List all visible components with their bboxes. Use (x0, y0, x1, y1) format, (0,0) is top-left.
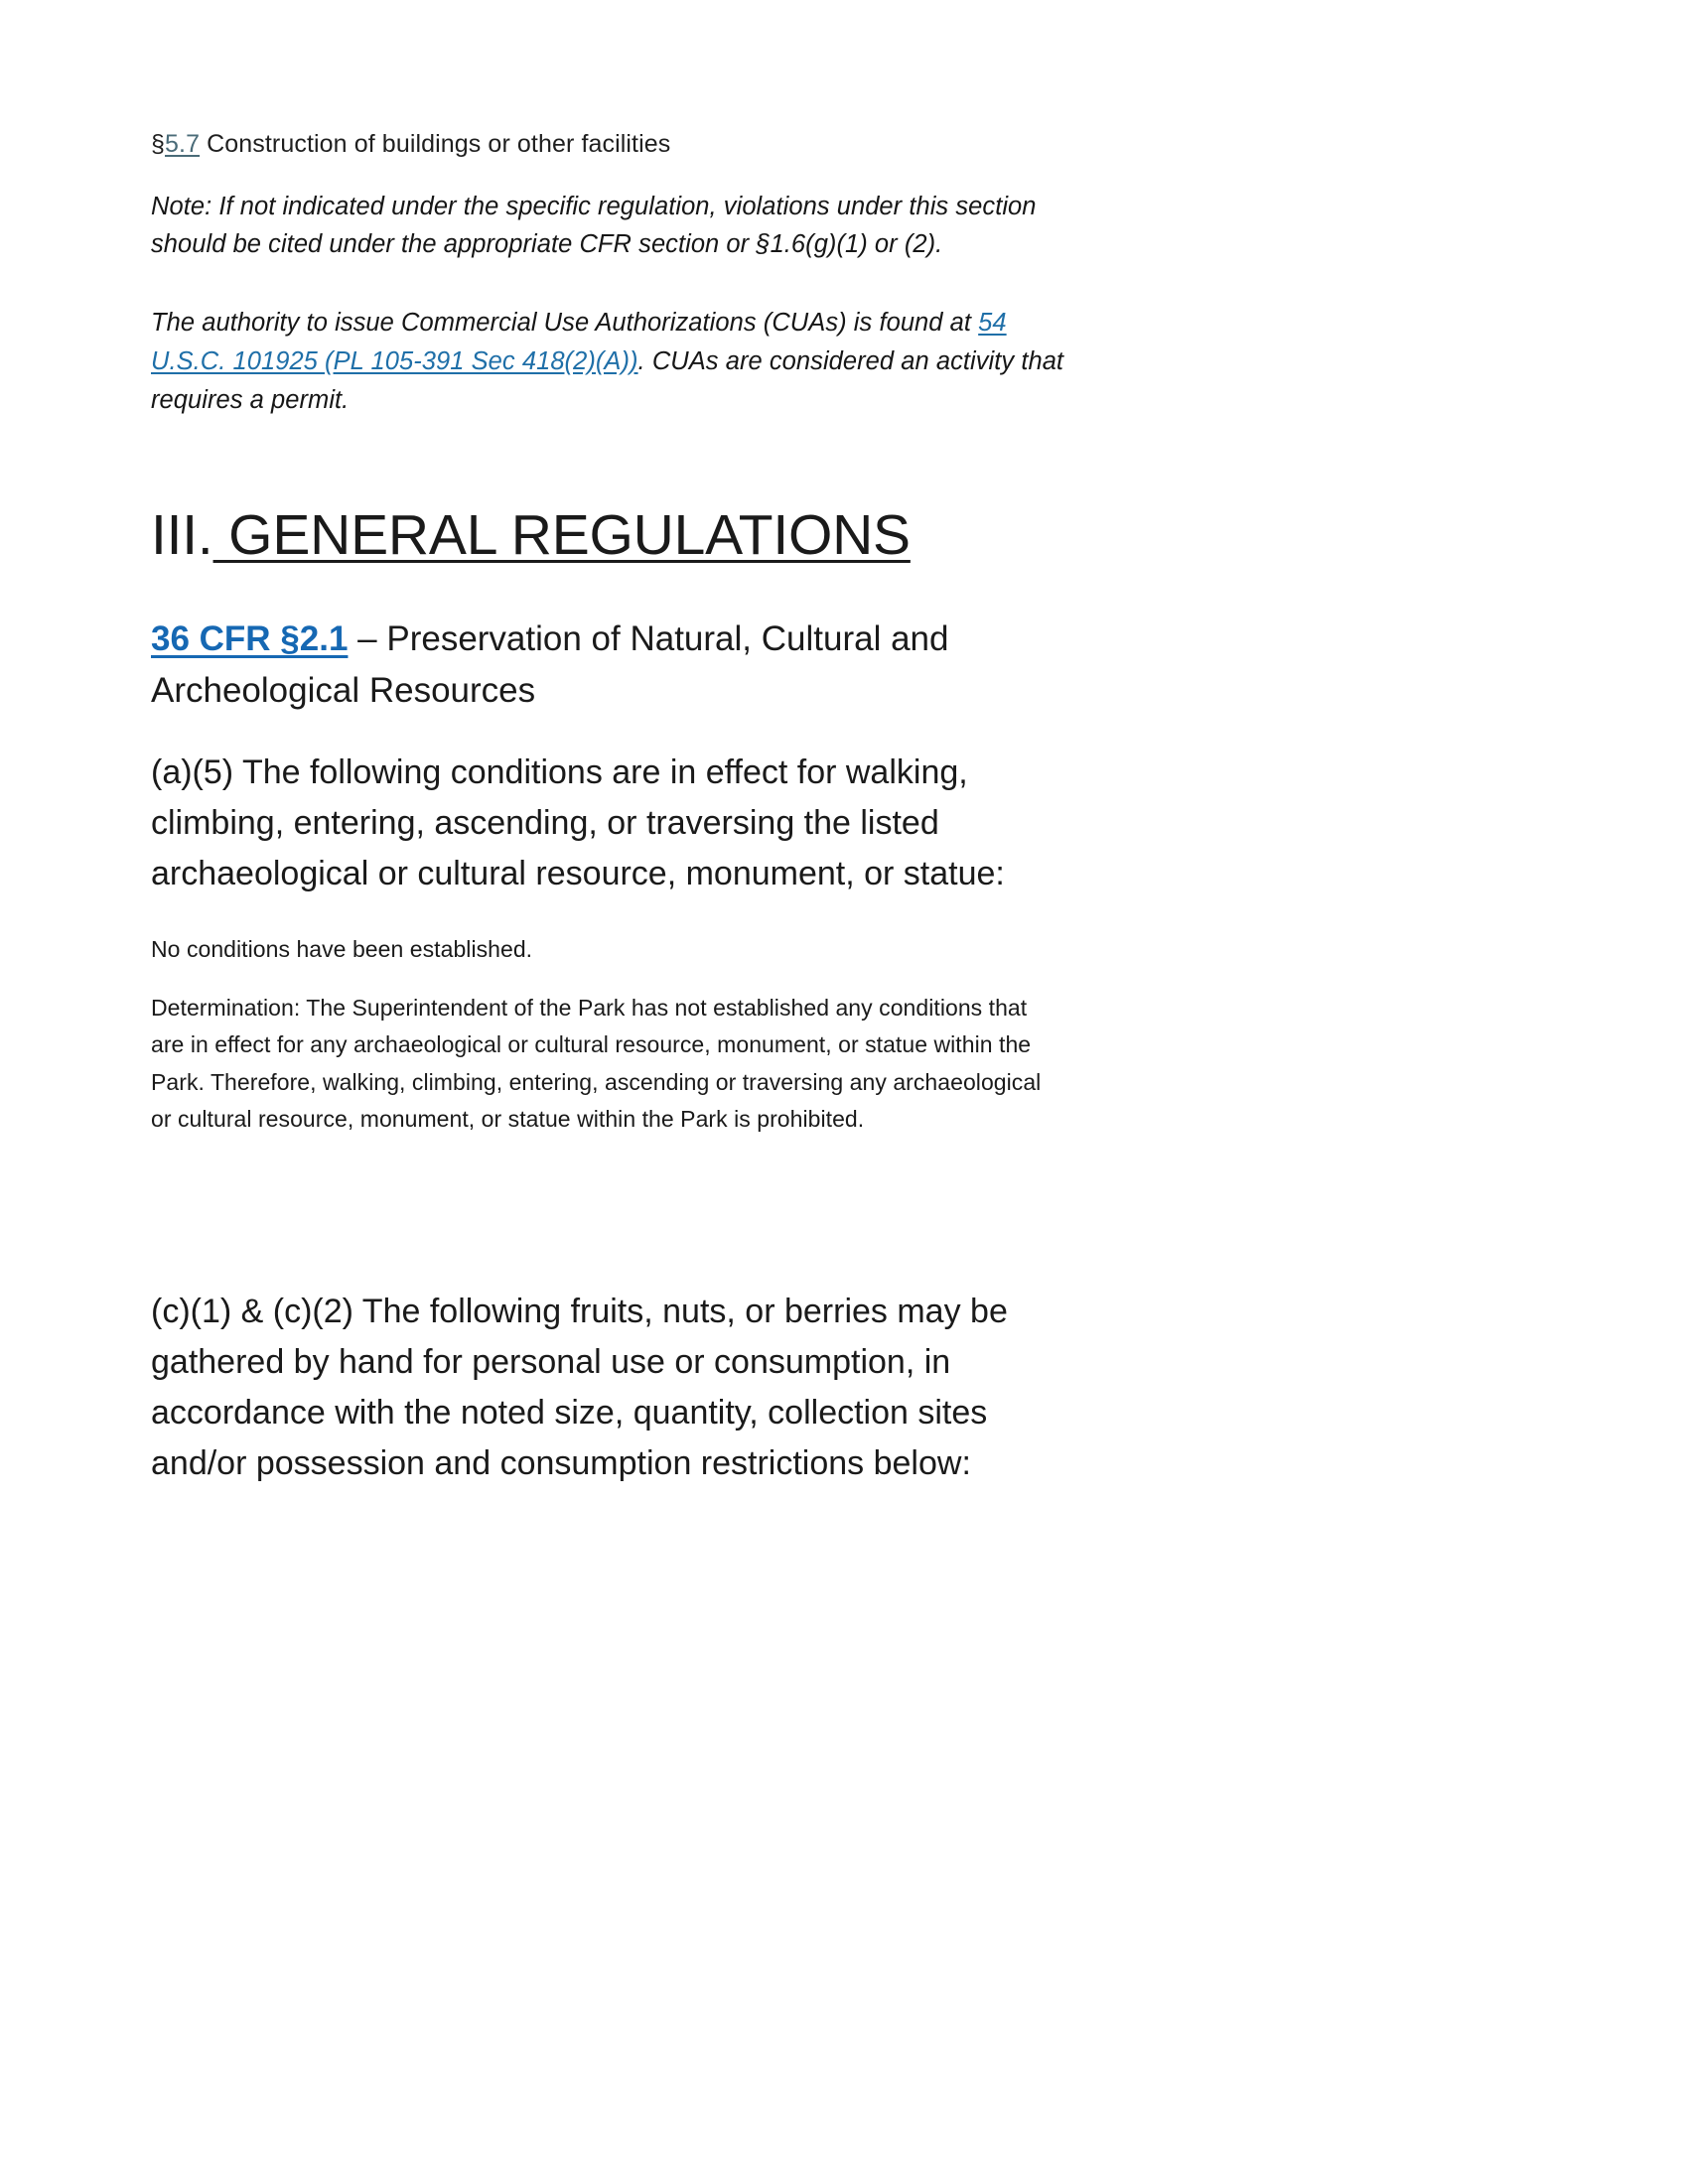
spacer-before-determination (151, 968, 1064, 990)
section-reference-line (151, 127, 1064, 162)
section-5-7-link[interactable]: 5.7 (165, 130, 201, 158)
clause-c1-c2-paragraph: (c)(1) & (c)(2) The following fruits, nuts, or berries may be gathered by hand for personal use or consumption, in accordance with the noted size, quantity, collection sites and/or possession and consumption restrictions below: (151, 1293, 1008, 1483)
determination-paragraph: Determination: The Superintendent of the Park has not established any conditions that are in effect for any archaeological or cultural resource, monument, or statue within the Park. Therefore, walking, climbing, entering, ascending or traversing any archaeological or cultural resource, monument, or statue within the Park is prohibited. (151, 995, 1042, 1132)
spacer-after-roman-heading (151, 568, 1064, 614)
roman-numeral: III. (151, 503, 213, 568)
section-symbol: § (151, 130, 166, 158)
conditions-statement: No conditions have been established. (151, 935, 533, 962)
section-reference-title: Construction of buildings or other facilities (200, 130, 671, 158)
document-content (151, 127, 1064, 1489)
authority-paragraph (151, 304, 1064, 419)
roman-heading-title: GENERAL REGULATIONS (212, 503, 911, 568)
note-paragraph: Note: If not indicated under the specific regulation, violations under this section should be cited under the appropriate CFR section or §1.6(g)(1) or (2). (151, 192, 1037, 259)
clause-a5-paragraph: (a)(5) The following conditions are in effect for walking, climbing, entering, ascending, or traversing the listed archaeological or cultural resource, monument, or statue: (151, 752, 1005, 892)
authority-text-before-link: The authority to issue Commercial Use Authorizations (CUAs) is found at (151, 309, 979, 337)
cfr-heading-rest: – Preservation of Natural, Cultural and Archeological Resources (151, 619, 949, 710)
spacer-before-clause-c (151, 1138, 1064, 1287)
cfr-2-1-link[interactable]: 36 CFR §2.1 (151, 619, 349, 659)
spacer-before-roman-heading (151, 419, 1064, 504)
roman-section-heading (151, 504, 1064, 568)
spacer-before-conditions (151, 899, 1064, 931)
cfr-section-heading (151, 614, 1064, 716)
authority-text-after-link: . CUAs are considered an activity that requires a permit. (151, 346, 1064, 414)
usc-101925-link[interactable]: 54 U.S.C. 101925 (PL 105-391 Sec 418(2)(A)) (151, 309, 1007, 375)
spacer-before-clause-a5 (151, 716, 1064, 748)
